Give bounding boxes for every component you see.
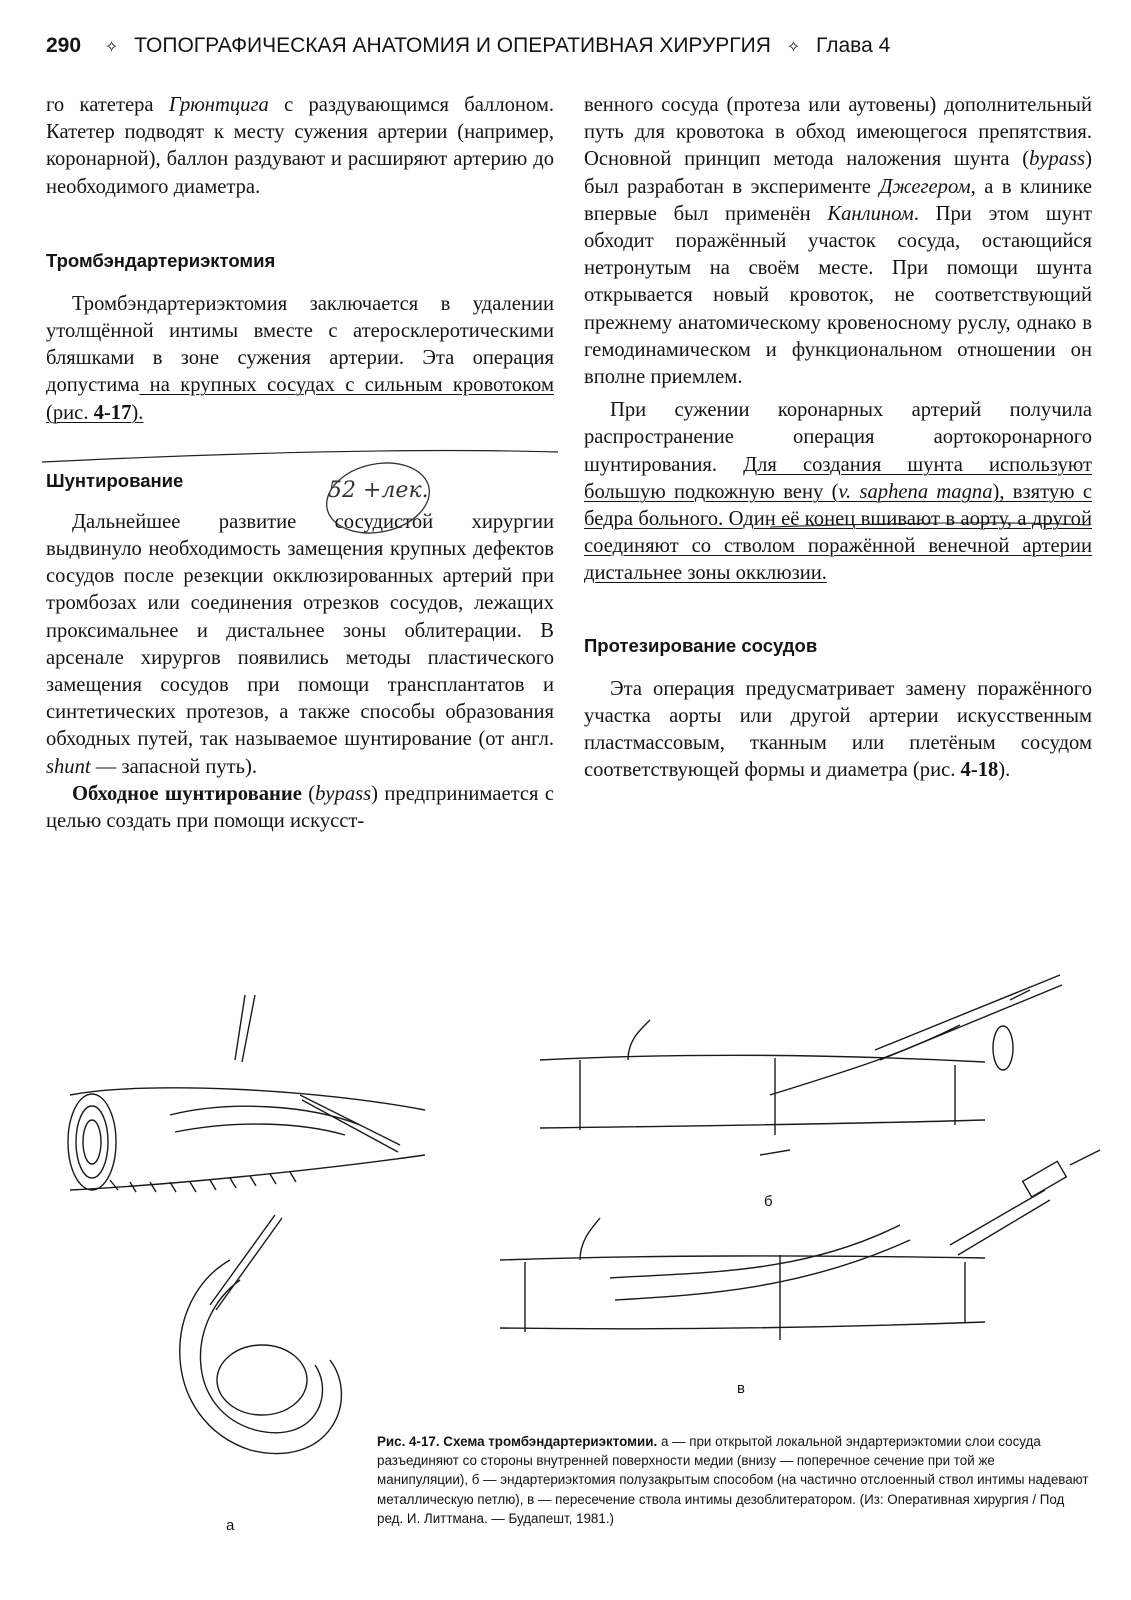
english-term: bypass [1029, 148, 1086, 171]
panel-c-vessel-drawing [500, 1150, 1100, 1340]
heading-thromboendarterectomy: Тромбэндартериэктомия [46, 249, 276, 271]
underlined-text: Для создания шунта используют большую подкожную вену (v. saphena magna), взятую с бедра больного. Один её конец вшивают в аорту, а другой соединяют со стволом поражённой венечной артерии дистальнее зоны окклюзии. [584, 453, 1092, 585]
figure-panel-label-a: а [226, 1517, 235, 1534]
page-number: 290 [46, 34, 82, 57]
caption-title: Рис. 4-17. Схема тромбэндартериэктомии. [377, 1434, 658, 1449]
figure-panel-label-c: в [737, 1380, 745, 1397]
english-term: shunt [46, 755, 91, 778]
chapter-label: Глава 4 [816, 34, 891, 57]
heading-shunting: Шунтирование [46, 469, 184, 491]
surname: Канлином [827, 202, 914, 225]
header-separator-icon: ✧ [786, 39, 801, 56]
surname: Джегером [879, 175, 971, 198]
figure-reference: 4-17 [93, 401, 132, 424]
figure-panel-label-b: б [764, 1193, 773, 1210]
panel-a-vessel-drawing [68, 995, 425, 1192]
caption-text: а — при открытой локальной эндартериэктомии слои сосуда разъединяют со стороны внутренней поверхности медии (внизу — поперечное сечение при той же манипуляции), б — эндартериэктомия полузакрытым способом (на частично отслоенный ствол интимы надевают металлическую петлю), в — пересечение ствола интимы дезоблитератором. (Из: Оперативная хирургия / Под ред. И. Литтмана. — Будапешт, 1981.) [377, 1434, 1089, 1526]
book-title: ТОПОГРАФИЧЕСКАЯ АНАТОМИЯ И ОПЕРАТИВНАЯ ХИРУРГИЯ [134, 34, 771, 57]
figure-caption [377, 1432, 1089, 1528]
heading-prosthetics: Протезирование сосудов [584, 634, 818, 656]
figure-reference: 4-18 [960, 759, 999, 782]
paragraph-bypass-start: Обходное шунтирование (bypass) предпринимается с целью создать при помощи искусст- [46, 782, 554, 833]
bold-term: Обходное шунтирование [72, 782, 302, 805]
panel-a-cross-section-drawing [180, 1215, 342, 1454]
paragraph-coronary-bypass: При сужении коронарных артерий получила распространение операция аортокоронарного шунтирования. Для создания шунта используют большую подкожную вену (v. saphena magna), взятую с бедра больного. Один её конец вшивают в аорту, а другой соединяют со стволом поражённой венечной артерии дистальнее зоны окклюзии. [584, 399, 1092, 585]
surname: Грюнтцига [168, 94, 269, 116]
english-term: bypass [315, 782, 372, 805]
paragraph-catheter: го катетера Грюнтцига с раздувающимся баллоном. Катетер подводят к месту сужения артерии (например, коронарной), баллон раздувают и расширяют артерию до необходимого диаметра. [46, 94, 554, 198]
paragraph-thromboendarterectomy: Тромбэндартериэктомия заключается в удалении утолщённой интимы вместе с атеросклеротическими бляшками в зоне сужения артерии. Эта операция допустима на крупных сосудах с сильным кровотоком (рис. 4-17). [46, 292, 554, 424]
header-separator-icon: ✧ [104, 39, 119, 56]
paragraph-bypass-continued: венного сосуда (протеза или аутовены) дополнительный путь для кровотока в обход имеющегося препятствия. Основной принцип метода наложения шунта (bypass) был разработан в эксперименте Джегером, а в клинике впервые был применён Канлином. При этом шунт обходит поражённый участок сосуда, остающийся нетронутым на своём месте. При помощи шунта открывается новый кровоток, не соответствующий прежнему анатомическому кровеносному руслу, однако в гемодинамическом и функциональном отношении он вполне приемлем. [584, 94, 1092, 389]
handwritten-note: 52 +лек. [328, 478, 429, 503]
paragraph-prosthetics: Эта операция предусматривает замену поражённого участка аорты или другой артерии искусственным пластмассовым, тканным или плетёным сосудом соответствующей формы и диаметра (рис. 4-18). [584, 677, 1092, 782]
paragraph-shunting: Дальнейшее развитие сосудистой хирургии выдвинуло необходимость замещения крупных дефектов сосудов после резекции окклюзированных артерий при тромбозах или соединения отрезков сосудов, лежащих проксимальнее и дистальнее зоны облитерации. В арсенале хирургов появились методы пластического замещения сосудов при помощи трансплантатов и синтетических протезов, а также способы образования обходных путей, так называемое шунтирование (от англ. shunt — запасной путь). [46, 510, 554, 778]
panel-b-vessel-drawing [540, 975, 1062, 1155]
latin-term: v. saphena magna [838, 480, 993, 503]
underlined-text: на крупных сосудах с сильным кровотоком (рис. 4-17). [46, 374, 554, 424]
